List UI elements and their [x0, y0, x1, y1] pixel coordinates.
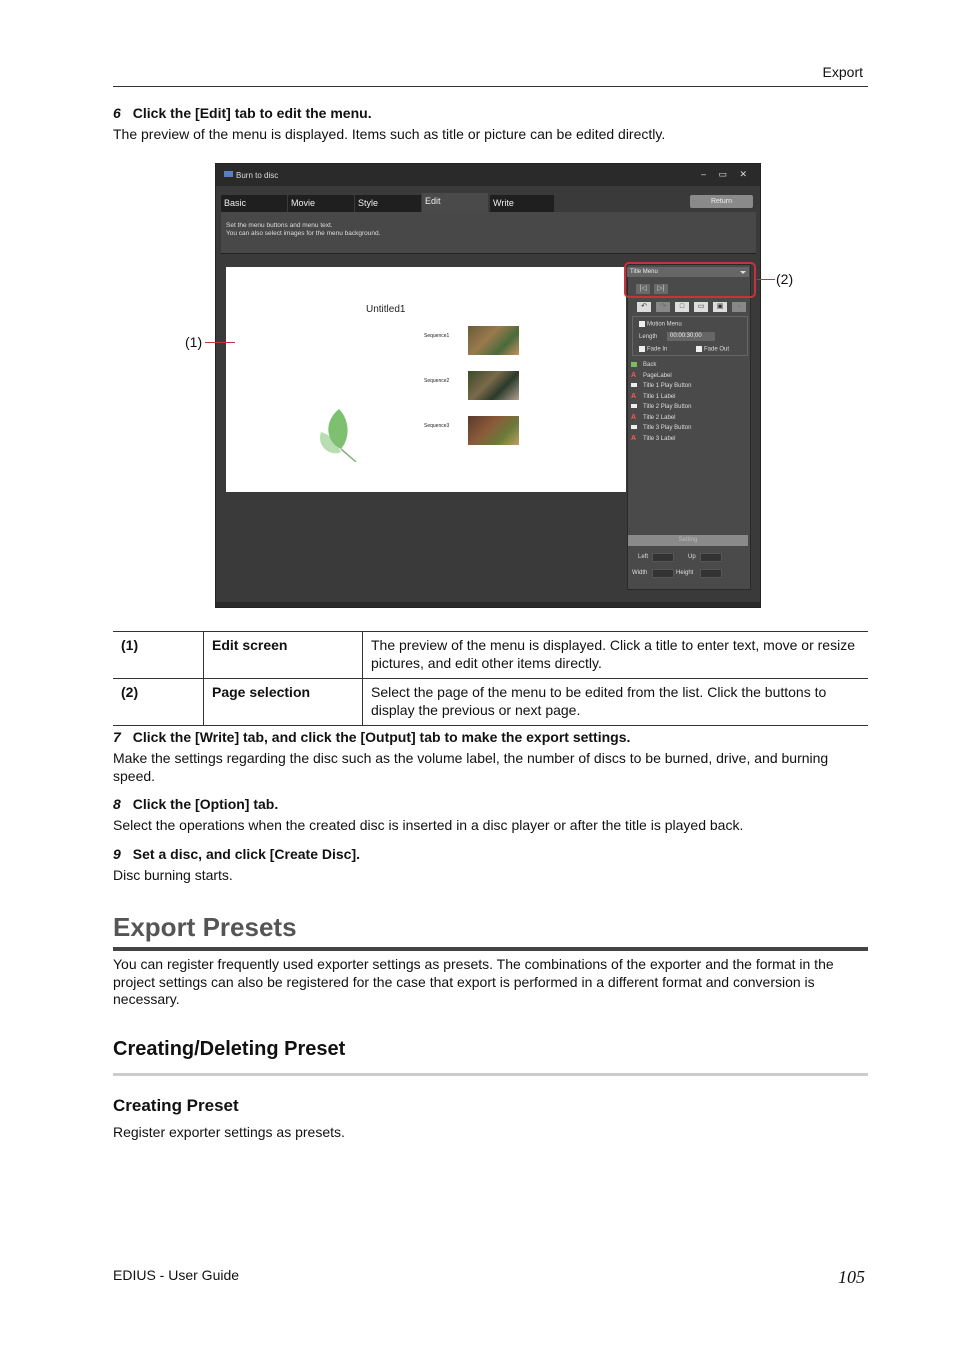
left-input[interactable] [652, 553, 674, 562]
menu-title-text[interactable]: Untitled1 [366, 304, 406, 315]
table-cell-name: Edit screen [204, 632, 363, 679]
checkbox-icon [639, 346, 645, 352]
button-icon [631, 404, 637, 408]
table-row [113, 632, 868, 679]
list-item-label: Title 1 Play Button [643, 383, 692, 389]
help-text [221, 212, 756, 254]
list-item[interactable] [631, 435, 675, 442]
return-button[interactable]: Return [690, 195, 753, 208]
step-text: Click the [Option] tab. [132, 796, 279, 812]
disabled-tool-icon[interactable]: ▫ [732, 302, 746, 312]
sequence-thumbnail[interactable] [468, 371, 519, 400]
monitor-icon[interactable]: ▭ [694, 302, 708, 312]
page-header [113, 62, 868, 87]
text-icon: A [631, 393, 637, 400]
list-item-label: Title 1 Label [643, 394, 676, 400]
step-7-body: Make the settings regarding the disc such as the volume label, the number of discs to be burned, drive, and burning speed. [113, 750, 829, 784]
step-7-title [113, 729, 630, 745]
page-number: 105 [838, 1267, 865, 1287]
text-icon: A [631, 414, 637, 421]
help-line: You can also select images for the menu background. [226, 230, 381, 237]
callout-table [113, 631, 868, 726]
callout-2-highlight [624, 262, 756, 298]
motion-menu-options [632, 316, 748, 356]
tab-write[interactable]: Write [490, 195, 554, 212]
table-cell-name: Page selection [204, 679, 363, 726]
step-text: Click the [Edit] tab to edit the menu. [132, 105, 372, 121]
checkbox-icon [639, 321, 645, 327]
tab-movie[interactable]: Movie [288, 195, 354, 212]
list-item-label: Back [643, 362, 657, 369]
step-8-title [113, 796, 278, 812]
checkbox-label: Fade Out [704, 346, 730, 353]
leaf-decoration-icon[interactable] [311, 407, 361, 462]
step-6-title [113, 105, 372, 121]
step-8-body: Select the operations when the created disc is inserted in a disc player or after the title is played back. [113, 817, 744, 833]
tab-style[interactable]: Style [355, 195, 421, 212]
export-presets-heading: Export Presets [113, 912, 868, 951]
creating-preset-heading: Creating Preset [113, 1096, 239, 1115]
up-label: Up [688, 554, 696, 560]
table-cell-desc: Select the page of the menu to be edited from the list. Click the buttons to display the previous or next page. [363, 679, 869, 726]
disc-icon [224, 171, 233, 177]
window-titlebar [216, 164, 760, 186]
sequence-label[interactable]: Sequence1 [424, 333, 450, 339]
setting-button[interactable]: Setting [628, 535, 748, 546]
fade-in-checkbox[interactable] [639, 346, 667, 353]
list-item[interactable] [631, 383, 691, 389]
list-item[interactable] [631, 393, 675, 400]
list-item[interactable] [631, 425, 691, 431]
fade-out-checkbox[interactable] [696, 346, 729, 353]
step-text: Click the [Write] tab, and click the [Output] tab to make the export settings. [132, 729, 631, 745]
step-9-title [113, 846, 360, 862]
list-item-label: Title 3 Label [643, 436, 676, 442]
left-label: Left [638, 554, 649, 560]
header-section: Export [822, 64, 863, 80]
checkbox-label: Motion Menu [647, 321, 682, 328]
help-line: Set the menu buttons and menu text. [226, 222, 333, 229]
height-input[interactable] [700, 569, 722, 578]
list-item-label: Title 2 Label [643, 415, 676, 421]
list-item-label: PageLabel [643, 373, 672, 379]
list-item[interactable] [631, 362, 656, 368]
footer-guide-title: EDIUS - User Guide [113, 1267, 240, 1283]
sequence-label[interactable]: Sequence3 [424, 423, 450, 429]
width-input[interactable] [652, 569, 674, 578]
width-label: Width [632, 570, 648, 576]
export-icon[interactable]: ▣ [713, 302, 727, 312]
step-number: 7 [113, 729, 121, 745]
step-text: Set a disc, and click [Create Disc]. [132, 846, 361, 862]
button-icon [631, 425, 637, 429]
list-item-label: Title 3 Play Button [643, 425, 692, 431]
motion-menu-checkbox[interactable] [639, 321, 682, 328]
undo-icon[interactable]: ↶ [637, 302, 651, 312]
checkbox-icon [696, 346, 702, 352]
callout-2-label: (2) [776, 271, 794, 287]
length-label: Length [639, 334, 658, 340]
callout-2-line [757, 279, 775, 280]
tab-basic[interactable]: Basic [221, 195, 287, 212]
sequence-thumbnail[interactable] [468, 326, 519, 355]
step-number: 9 [113, 846, 121, 862]
text-icon: A [631, 372, 637, 379]
step-number: 6 [113, 105, 121, 121]
tab-edit[interactable]: Edit [422, 193, 488, 212]
callout-1-line [205, 342, 235, 343]
step-6-body: The preview of the menu is displayed. Items such as title or picture can be edited directly. [113, 126, 666, 142]
sequence-thumbnail[interactable] [468, 416, 519, 445]
window-controls[interactable]: – ▭ ✕ [700, 169, 752, 179]
checkbox-label: Fade In [647, 346, 668, 353]
rectangle-icon[interactable]: □ [675, 302, 689, 312]
next-page-icon[interactable]: ▷| [654, 284, 668, 294]
window-title: Burn to disc [236, 171, 279, 180]
redo-icon[interactable]: ↷ [656, 302, 670, 312]
list-item[interactable] [631, 404, 691, 410]
previous-page-icon[interactable]: |◁ [636, 284, 650, 294]
creating-preset-body: Register exporter settings as presets. [113, 1124, 345, 1140]
list-item[interactable] [631, 414, 675, 421]
table-row [113, 679, 868, 726]
list-item[interactable] [631, 372, 672, 379]
text-icon: A [631, 435, 637, 442]
height-label: Height [676, 570, 694, 576]
window-bottom-bar [216, 602, 760, 607]
table-cell-id: (2) [113, 679, 204, 726]
burn-to-disc-screenshot [215, 163, 761, 608]
page-selection-dropdown[interactable]: Title Menu [627, 267, 749, 277]
edit-screen-canvas[interactable] [226, 267, 626, 492]
callout-1-label: (1) [185, 334, 203, 350]
sequence-label[interactable]: Sequence2 [424, 378, 450, 384]
step-number: 8 [113, 796, 121, 812]
list-item-label: Title 2 Play Button [643, 404, 692, 410]
table-cell-id: (1) [113, 632, 204, 679]
export-presets-body: You can register frequently used exporter settings as presets. The combinations of the exporter and the format in the project settings can also be registered for the case that export is performed in a different format and conversion is necessary. [113, 956, 834, 1007]
button-icon [631, 383, 637, 387]
creating-deleting-heading: Creating/Deleting Preset [113, 1038, 868, 1076]
up-input[interactable] [700, 553, 722, 562]
image-icon [631, 362, 637, 367]
step-9-body: Disc burning starts. [113, 867, 233, 883]
table-cell-desc: The preview of the menu is displayed. Click a title to enter text, move or resize pictures, and edit other items directly. [363, 632, 869, 679]
length-input[interactable]: 00:00:30;00 [667, 332, 715, 341]
